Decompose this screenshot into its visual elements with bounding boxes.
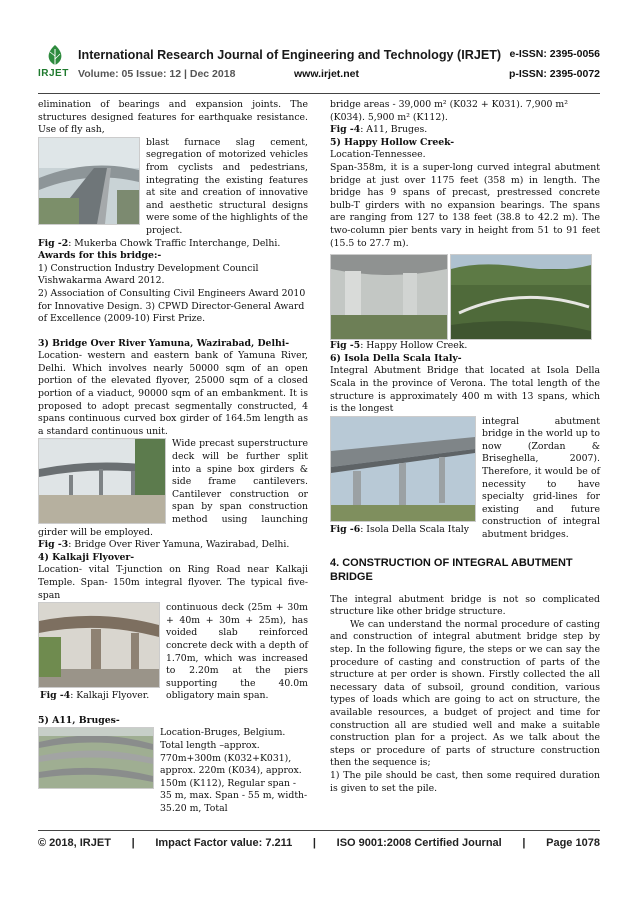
fig6-image — [330, 416, 476, 522]
section-4-heading: 4) Kalkaji Flyover- — [38, 551, 135, 563]
logo-text: IRJET — [38, 68, 69, 79]
footer-impact-factor: Impact Factor value: 7.211 — [155, 837, 293, 849]
bruges-continued: bridge areas - 39,000 m² (K032 + K031). 7,900 m² (K034). 5,900 m² (K112). — [330, 99, 568, 123]
isola-wrap: integral abutment bridge in the world up to now (Zordan & Briseghella, 2007). Therefore, it would be of necessity to have specialty grid-lines for existing and future construction of integral abutment bridges. — [482, 415, 600, 541]
fig6-block — [330, 416, 476, 537]
right-column — [330, 99, 600, 795]
fig-bruges-image — [38, 727, 154, 789]
left-column — [38, 99, 308, 816]
website-link[interactable]: www.irjet.net — [294, 68, 359, 80]
award-2a: 2) Association of Consulting Civil Engineers Award 2010 — [38, 287, 306, 299]
fig6-caption: Fig -6: Isola Della Scala Italy — [330, 523, 469, 535]
fig3-image — [38, 438, 166, 524]
happy-hollow-location: Location-Tennessee. — [330, 149, 426, 161]
footer-iso: ISO 9001:2008 Certified Journal — [336, 837, 502, 849]
leaf-logo-icon — [44, 44, 66, 66]
section-4-text: Location- vital T-junction on Ring Road near Kalkaji Temple. Span- 150m integral flyover. The typical five-span — [38, 564, 308, 601]
footer-divider — [38, 830, 600, 831]
fig4-caption: Fig -4: Kalkaji Flyover. — [40, 690, 150, 702]
fig5-images — [330, 254, 600, 340]
award-1a: 1) Construction Industry Development Council — [38, 262, 259, 274]
irjet-logo — [38, 42, 70, 82]
section-3-heading: 3) Bridge Over River Yamuna, Wazirabad, Delhi- — [38, 337, 290, 349]
volume-issue: Volume: 05 Issue: 12 | Dec 2018 — [78, 68, 236, 80]
footer-sep-2: | — [312, 837, 316, 849]
construction-para-2: We can understand the normal procedure of casting and construction of integral abutment bridge step by step. In the following figure, the steps or we can say the procedure of casting and construction of parts of the structure at per order is shown. Firstly collected the all necessary data of subsoil, ground condition, various types of loads which are going to act on structure, the available resources, a budget of project and time for construction all are studied well and make a suitable construction plan for a project. As we talk about the steps or procedure of parts of structure construction then the sequence is; — [330, 618, 600, 769]
fig4-image — [38, 602, 160, 688]
header-divider — [38, 93, 600, 94]
footer-sep-3: | — [522, 837, 526, 849]
awards-heading: Awards for this bridge:- — [38, 250, 162, 262]
fig2-caption: Fig -2: Mukerba Chowk Traffic Interchange, Delhi. — [38, 237, 281, 249]
section-4-wrap: continuous deck (25m + 30m + 40m + 30m + 25m), has voided slab reinforced concrete deck with a depth of 1.70m, which was increased to 2.20m at the piers supporting the 40.0m obligatory main span. — [166, 602, 308, 702]
e-issn: e-ISSN: 2395-0056 — [509, 48, 600, 60]
fig2-image — [38, 137, 140, 225]
journal-title: International Research Journal of Engineering and Technology (IRJET) — [78, 48, 502, 62]
section-5-heading: 5) A11, Bruges- — [38, 714, 120, 726]
fig5-image-left — [330, 254, 448, 340]
p-issn: p-ISSN: 2395-0072 — [508, 68, 600, 80]
award-1b: Vishwakarma Award 2012. — [38, 275, 165, 287]
isola-text: Integral Abutment Bridge that located at Isola Della Scala in the province of Verona. The total length of the structure is approximately 400 m with 13 spans, which is the longest — [330, 365, 600, 415]
section-3-text: Location- western and eastern bank of Yamuna River, Delhi. Which involves nearly 50000 sqm of an open portion of the elevated flyover, 25000 sqm of a closed portion of a viaduct, 90000 sqm of an embankment. It is proposed to adopt precast segmentally constructed, 4 spans continuous curved box girder of 164.5m length as a standard continuous unit. — [38, 350, 308, 437]
intro-top: elimination of bearings and expansion joints. The structures designed features for earthquake resistance. Use of fly ash, — [38, 99, 308, 136]
happy-hollow-text: Span-358m, it is a super-long curved integral abutment bridge at just over 1175 feet (358 m) in length. The bridge has 9 spans of precast, prestressed concrete bulb-T girders with no expansion bearings. The spans are ranging from 127 to 138 feet (38.8 to 42.2 m). The two-column pier bents vary in height from 51 to 91 feet (15.5 to 27.7 m). — [330, 161, 600, 249]
construction-para-3: 1) The pile should be cast, then some required duration is given to set the pile. — [330, 769, 600, 794]
intro-wrap: blast furnace slag cement, segregation of motorized vehicles from cyclists and pedestrians, integrating the existing features at site and creation of innovative and aesthetic structural designs were some of the highlights of the project. — [146, 136, 308, 236]
section-isola-heading: 6) Isola Della Scala Italy- — [330, 352, 462, 364]
footer-sep-1: | — [131, 837, 135, 849]
page-footer — [38, 837, 600, 849]
fig3-caption: Fig -3: Bridge Over River Yamuna, Wazirabad, Delhi. — [38, 539, 290, 551]
section-5-wrap: Location-Bruges, Belgium. Total length –approx. 770m+300m (K032+K031), approx. 220m (K034), approx. 150m (K112), Regular span - 35 m, max. Span - 55 m, width-35.20 m, Total — [160, 727, 308, 814]
page-header — [38, 42, 600, 94]
fig4-block — [38, 602, 160, 703]
award-2b: for Innovative Design. 3) CPWD Director-General Award — [38, 300, 305, 312]
footer-page-number: Page 1078 — [546, 837, 600, 849]
section-happy-hollow-heading: 5) Happy Hollow Creek- — [330, 136, 455, 148]
section-4-construction-heading: 4. CONSTRUCTION OF INTEGRAL ABUTMENT BRIDGE — [330, 556, 573, 583]
section-3-wrap: Wide precast superstructure deck will be further split into a spine box girders & side frame cantilevers. Cantilever construction or span by span construction method using launching girder will be employed. — [38, 438, 308, 538]
fig5-caption: Fig -5: Happy Hollow Creek. — [330, 340, 468, 352]
fig4-bruges-caption: Fig -4: A11, Bruges. — [330, 124, 428, 136]
fig5-image-right — [450, 254, 592, 340]
construction-para-1: The integral abutment bridge is not so complicated structure like other bridge structure. — [330, 593, 600, 618]
award-2c: of Excellence (2009-10) First Prize. — [38, 313, 206, 325]
footer-copyright: © 2018, IRJET — [38, 837, 111, 849]
